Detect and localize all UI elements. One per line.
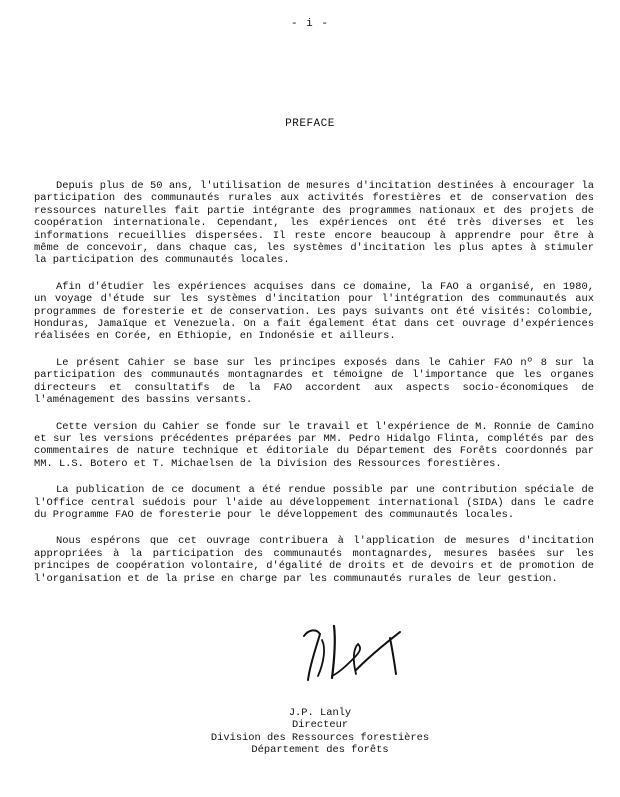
page-title: PREFACE — [285, 118, 335, 130]
paragraph: Cette version du Cahier se fonde sur le travail et l'expérience de M. Ronnie de Camino et sur les versions précédentes préparées par MM. Pedro Hidalgo Flinta, complétés par des commentaires de nature technique et éditoriale du Département des Forêts coordonnés par MM. L.S. Botero et T. Michaelsen de la Division des Ressources forestières. — [34, 420, 594, 470]
signatory-department: Département des forêts — [251, 744, 389, 757]
signatory-name: J.P. Lanly — [288, 707, 352, 719]
paragraph: La publication de ce document a été rendue possible par une contribution spéciale de l'Office central suédois pour l'aide au développement international (SIDA) dans le cadre du Programme FAO de foresterie pour le développement des communautés locales. — [34, 484, 594, 521]
paragraph: Le présent Cahier se base sur les principes exposés dans le Cahier FAO nº 8 sur la participation des communautés montagnardes et témoigne de l'importance que les organes directeurs et consultatifs de la FAO accordent aux aspects socio-économiques de l'aménagement des bassins versants. — [34, 356, 594, 407]
page-number: - i - — [290, 18, 329, 30]
handwritten-signature — [296, 618, 416, 688]
preface-body — [34, 180, 594, 599]
signature-block — [200, 707, 440, 757]
paragraph: Afin d'étudier les expériences acquises dans ce domaine, la FAO a organisé, en 1980, un voyage d'étude sur les systèmes d'incitation pour l'intégration des communautés aux programmes de foresterie et de conservation. Les pays suivants ont été visités: Colombie, Honduras, Jamaïque et Venezuela. On a fait également état dans cet ouvrage d'expériences réalisées en Corée, en Ethiopie, en Indonésie et ailleurs. — [34, 280, 594, 343]
paragraph: Nous espérons que cet ouvrage contribuera à l'application de mesures d'incitation appropriées à la participation des communautés montagnardes, mesures basées sur les principes de coopération volontaire, d'égalité de droits et de devoirs et de promotion de l'organisation et de la prise en charge par les communautés rurales de leur gestion. — [34, 535, 594, 585]
signatory-division: Division des Ressources forestières — [210, 731, 430, 744]
paragraph: Depuis plus de 50 ans, l'utilisation de mesures d'incitation destinées à encourager la participation des communautés rurales aux activités forestières et de conservation des ressources naturelles fait partie intégrante des programmes nationaux et des projets de coopération internationale. Cependant, les expériences ont été très diverses et les informations recueillies dispersées. Il reste encore beaucoup à apprendre pour être à même de concevoir, dans chaque cas, les systèmes d'incitation les plus aptes à stimuler la participation des communautés locales. — [34, 180, 594, 267]
signature-drawing — [296, 618, 416, 688]
signatory-role: Directeur — [291, 719, 349, 732]
